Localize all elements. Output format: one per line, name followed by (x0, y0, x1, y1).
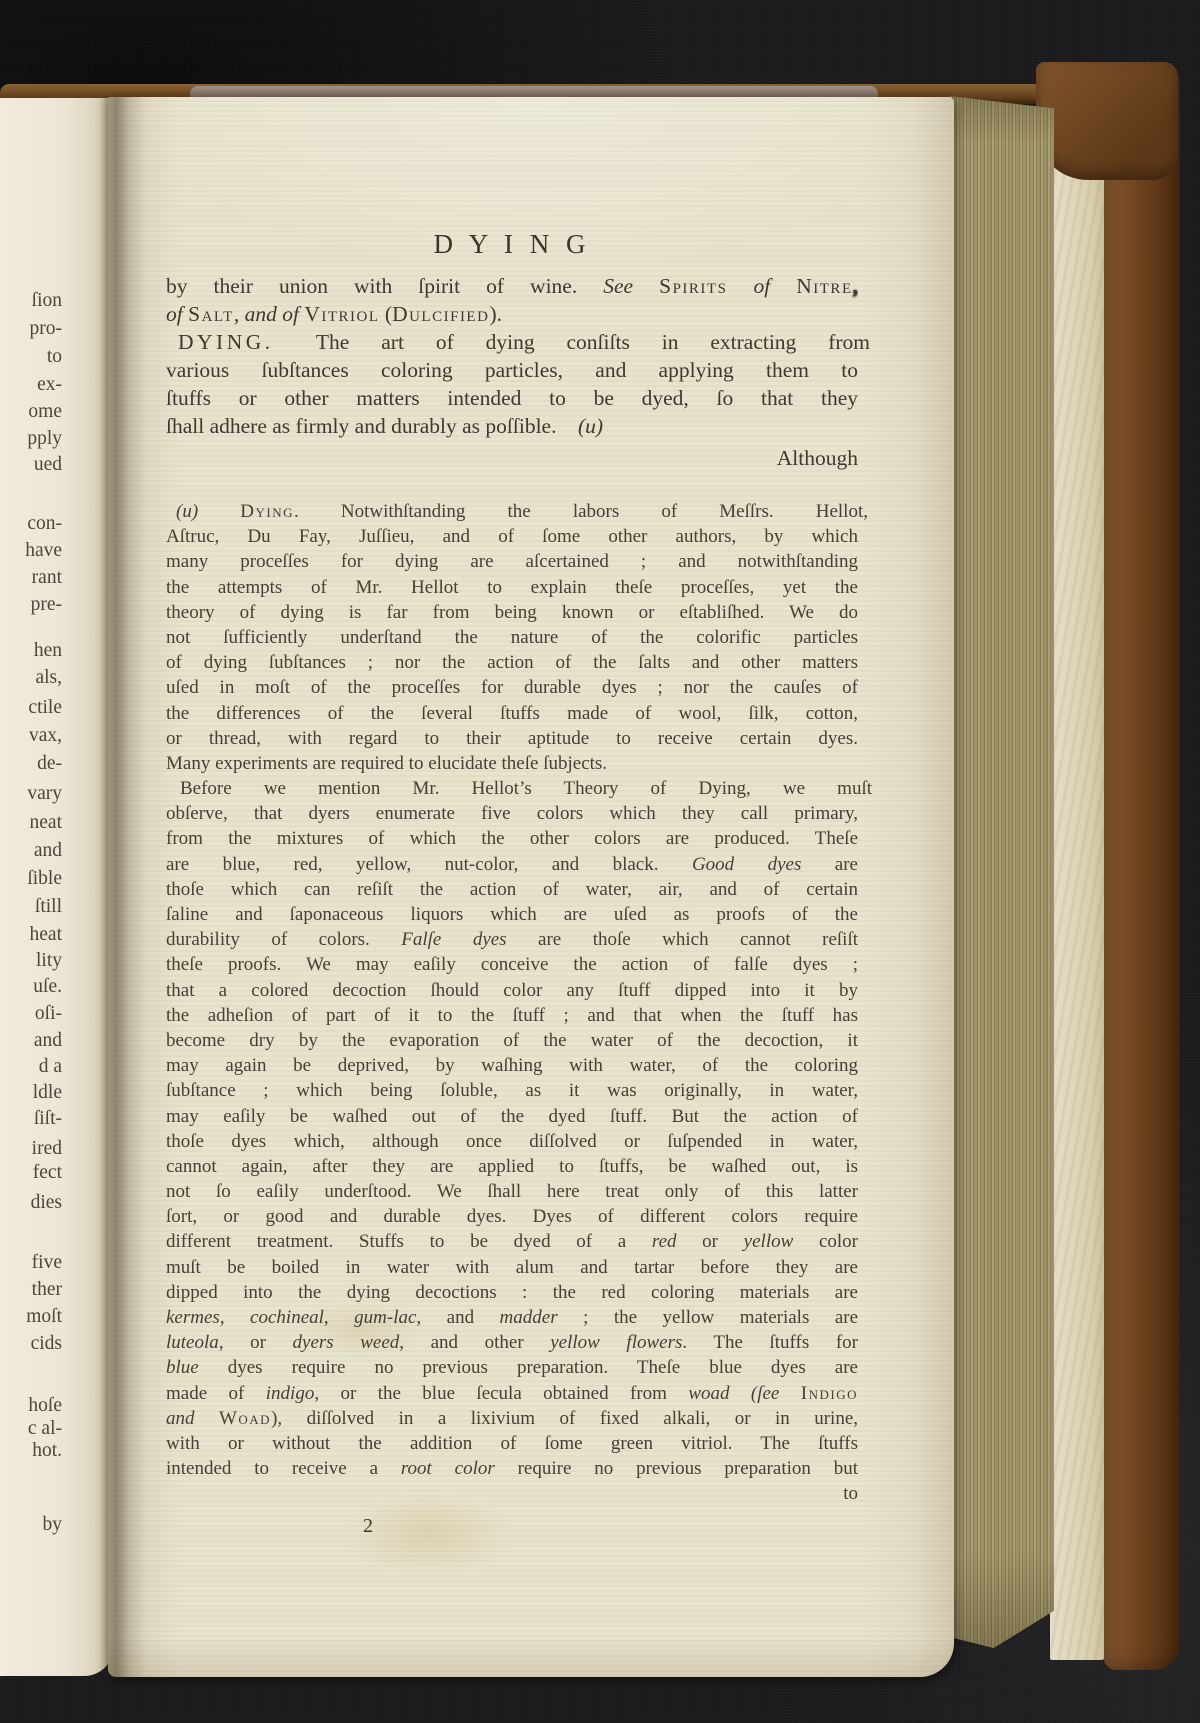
left-page-fragment: hot. (32, 1440, 62, 1461)
text-line: the differences of the ſeveral ſtuffs made of wool, ſilk, cotton, (166, 702, 858, 724)
left-page-fragment: hoſe (28, 1395, 62, 1416)
left-page-fragment: ired (31, 1138, 62, 1159)
text-line: the adheſion of part of it to the ſtuff ; and that when the ſtuff has (166, 1004, 858, 1026)
left-page-fragment: have (25, 540, 62, 561)
left-page-fragment: ther (31, 1279, 62, 1300)
text-line: or thread, with regard to their aptitude to receive certain dyes. (166, 727, 858, 749)
left-page-fragment: ſiſt- (33, 1108, 62, 1129)
left-page-fragment: ued (33, 454, 62, 475)
left-page-fragment: oſi- (34, 1003, 62, 1024)
left-page-fragment: cids (30, 1333, 62, 1354)
left-page-fragment: ctile (28, 697, 62, 718)
left-page-fragment: ſtill (34, 896, 62, 917)
text-line: theory of dying is far from being known or eſtabliſhed. We do (166, 601, 858, 623)
left-page-fragment: ex- (37, 374, 62, 395)
leather-cover (1104, 64, 1180, 1670)
text-line: DYING. The art of dying conſiſts in extracting from (178, 330, 870, 354)
page-number: 2 (363, 1515, 373, 1537)
text-line: not ſo eaſily underſtood. We ſhall here treat only of this latter (166, 1181, 858, 1203)
text-line: from the mixtures of which the other colors are produced. Theſe (166, 828, 858, 850)
text-line: blue dyes require no previous preparation. Theſe blue dyes are (166, 1357, 858, 1379)
text-line: various ſubſtances coloring particles, and applying them to (166, 358, 858, 382)
left-page-fragment: pro- (29, 318, 62, 339)
text-line: (u) Dying. Notwithſtanding the labors of Meſſrs. Hellot, (176, 501, 868, 522)
text-line: and Woad), diſſolved in a lixivium of fixed alkali, or in urine, (166, 1407, 858, 1429)
text-line: ſaline and ſaponaceous liquors which are uſed as proofs of the (166, 904, 858, 925)
text-line: that a colored decoction ſhould color any ſtuff dipped into it by (166, 979, 858, 1001)
left-page-fragment: dies (30, 1192, 62, 1213)
left-page-fragment: rant (31, 567, 62, 588)
left-page-fragment: pply (27, 428, 62, 449)
text-line: ſhall adhere as firmly and durably as poſſible. (u) (166, 414, 604, 438)
text-line: different treatment. Stuffs to be dyed of a red or yellow color (166, 1231, 858, 1253)
text-line: dipped into the dying decoctions : the red coloring materials are (166, 1281, 858, 1303)
left-page-fragment: and (33, 1030, 62, 1051)
text-line: not ſufficiently underſtand the nature of the colorific particles (166, 626, 858, 648)
left-page-fragment: d a (38, 1056, 62, 1077)
text-line: luteola, or dyers weed, and other yellow flowers. The ſtuffs for (166, 1332, 858, 1354)
text-line: intended to receive a root color require no previous preparation but (166, 1458, 858, 1480)
main-page (108, 97, 954, 1677)
text-line: of Salt, and of Vitriol (Dulcified). (166, 302, 502, 326)
footnote-block (166, 499, 872, 1481)
text-line: become dry by the evaporation of the water of the decoction, it (166, 1029, 858, 1051)
left-page (0, 98, 114, 1676)
text-line: obſerve, that dyers enumerate five colors which they call primary, (166, 803, 858, 825)
left-page-fragment: uſe. (33, 976, 62, 997)
left-page-fragment: ſible (27, 868, 62, 889)
left-page-fragment: lity (35, 950, 62, 971)
text-line: the attempts of Mr. Hellot to explain theſe proceſſes, yet the (166, 576, 858, 598)
endpaper-edge (1050, 92, 1110, 1660)
text-line: by their union with ſpirit of wine. See Spirits of Nitre, (166, 274, 858, 298)
text-line: durability of colors. Falſe dyes are thoſe which cannot reſiſt (166, 929, 858, 951)
text-line: uſed in moſt of the proceſſes for durable dyes ; nor the cauſes of (166, 677, 858, 699)
leather-cover-corner (1036, 62, 1178, 180)
left-page-fragment: moſt (26, 1306, 62, 1327)
left-page-fragment: vary (27, 783, 62, 804)
left-page-fragment: c al- (27, 1418, 62, 1439)
left-page-fragment: als, (35, 667, 62, 688)
text-line: are blue, red, yellow, nut-color, and black. Good dyes are (166, 853, 858, 875)
text-line: thoſe dyes which, although once diſſolved or ſuſpended in water, (166, 1130, 858, 1152)
left-page-fragment: ldle (32, 1082, 62, 1103)
left-page-fragment: neat (29, 812, 62, 833)
text-line: ſtuffs or other matters intended to be dyed, ſo that they (166, 386, 858, 410)
left-page-fragment: by (42, 1514, 62, 1535)
left-page-fragment: ome (28, 401, 62, 422)
left-page-fragment: hen (33, 640, 62, 661)
text-line: thoſe which can reſiſt the action of water, air, and of certain (166, 878, 858, 900)
left-page-fragment: five (31, 1252, 62, 1273)
fore-edge-page-stack (950, 96, 1054, 1648)
main-text-block (166, 272, 870, 472)
text-line: Many experiments are required to elucidate theſe ſubjects. (166, 752, 608, 774)
left-page-fragment: and (33, 840, 62, 861)
left-page-fragment: de- (37, 753, 62, 774)
text-line: muſt be boiled in water with alum and tartar before they are (166, 1256, 858, 1278)
left-page-fragment: ſion (31, 290, 62, 311)
catchword: to (843, 1483, 858, 1504)
text-line: made of indigo, or the blue ſecula obtained from woad (ſee Indigo (166, 1382, 858, 1404)
text-line: kermes, cochineal, gum-lac, and madder ; the yellow materials are (166, 1307, 858, 1328)
left-page-fragment: pre- (30, 594, 62, 615)
text-line: may again be deprived, by waſhing with water, of the coloring (166, 1055, 858, 1077)
text-line: with or without the addition of ſome green vitriol. The ſtuffs (166, 1432, 858, 1454)
left-page-text (0, 98, 114, 1676)
text-line: ſubſtance ; which being ſoluble, as it was originally, in water, (166, 1080, 858, 1102)
text-line: Before we mention Mr. Hellot’s Theory of Dying, we muſt (180, 778, 872, 800)
text-line: cannot again, after they are applied to ſtuffs, be waſhed out, is (166, 1155, 858, 1177)
left-page-fragment: to (46, 346, 62, 367)
text-line: Although (776, 446, 858, 470)
left-page-fragment: con- (27, 513, 62, 534)
text-line: may eaſily be waſhed out of the dyed ſtuff. But the action of (166, 1105, 858, 1127)
text-line: ſort, or good and durable dyes. Dyes of different colors require (166, 1206, 858, 1228)
left-page-fragment: heat (29, 924, 62, 945)
text-line: Aſtruc, Du Fay, Juſſieu, and of ſome other authors, by which (166, 526, 858, 548)
text-line: theſe proofs. We may eaſily conceive the action of falſe dyes ; (166, 954, 858, 976)
left-page-fragment: vax, (28, 725, 62, 746)
text-line: of dying ſubſtances ; nor the action of the ſalts and other matters (166, 652, 858, 674)
running-head: D Y I N G (433, 229, 591, 259)
text-line: many proceſſes for dying are aſcertained ; and notwithſtanding (166, 551, 858, 573)
left-page-fragment: fect (32, 1162, 62, 1183)
